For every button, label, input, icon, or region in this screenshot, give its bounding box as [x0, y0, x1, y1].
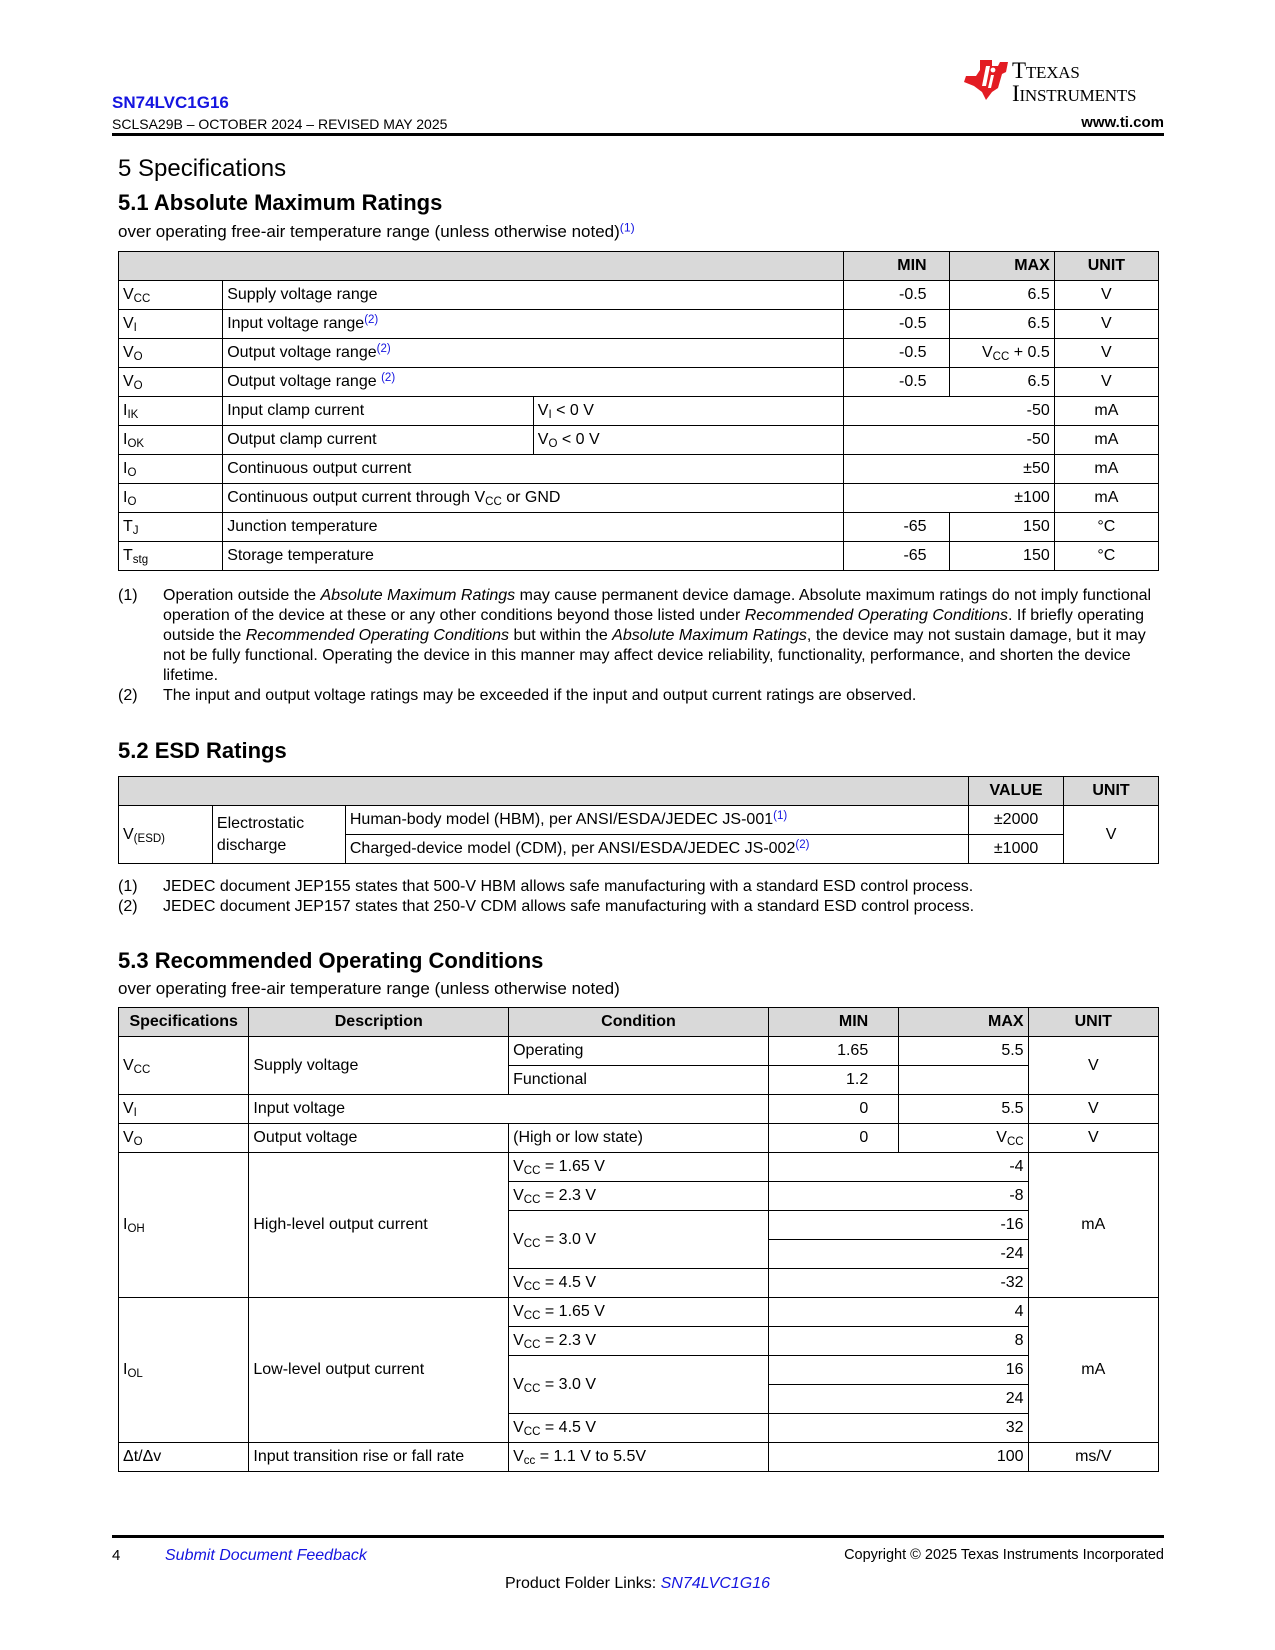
footnote-ref-link[interactable]: (2)	[364, 313, 379, 326]
col-min: MIN	[768, 1008, 898, 1037]
table-row: $I_O$ Continuous output current ±50 mA	[119, 455, 1159, 484]
table-row: $V_{(ESD)}$ Electrostatic discharge Human-body model (HBM), per ANSI/ESDA/JEDEC JS-001$^{(1)}$ ±2000 V	[119, 806, 1159, 835]
table-row: $I_{IK}$ Input clamp current $V_I < 0$ V -50 mA	[119, 397, 1159, 426]
col-spec: Specifications	[119, 1008, 249, 1037]
table-row: $V_{CC} = 3.0$ V 16	[119, 1356, 1159, 1385]
table-row: -24	[119, 1240, 1159, 1269]
table-row: $T_{stg}$ Storage temperature -65 150 °C	[119, 542, 1159, 571]
table-row: $V_O$ Output voltage (High or low state) 0 $V_{CC}$ V	[119, 1124, 1159, 1153]
table-row: $V_{CC} = 2.3$ V 8	[119, 1327, 1159, 1356]
table-row: $V_O$ Output voltage range $^{(2)}$ -0.5 6.5 V	[119, 368, 1159, 397]
table-row: $I_O$ Continuous output current through $V_{CC}$ or GND ±100 mA	[119, 484, 1159, 513]
esd-table	[118, 776, 1159, 864]
header-divider	[112, 133, 1164, 136]
abs-max-footnote-2: (2) The input and output voltage ratings may be exceeded if the input and output current ratings are observed.	[118, 687, 917, 704]
col-desc: Description	[249, 1008, 509, 1037]
table-row: Functional 1.2	[119, 1066, 1159, 1095]
footnote-ref-link[interactable]: (1)	[619, 220, 635, 235]
abs-max-table	[118, 251, 1159, 571]
footnote-ref-link[interactable]: (2)	[795, 838, 810, 851]
roc-subtitle: over operating free-air temperature range (unless otherwise noted)	[118, 979, 620, 998]
col-cond: Condition	[509, 1008, 769, 1037]
submit-feedback-link[interactable]: Submit Document Feedback	[165, 1547, 367, 1564]
table-row: $V_I$ Input voltage 0 5.5 V	[119, 1095, 1159, 1124]
table-row: $V_{CC} = 4.5$ V -32	[119, 1269, 1159, 1298]
footnote-ref-link[interactable]: (2)	[376, 342, 391, 355]
footnote-ref-link[interactable]: (2)	[381, 371, 396, 384]
table-row: 24	[119, 1385, 1159, 1414]
website-link[interactable]: www.ti.com	[1081, 114, 1164, 131]
col-unit: UNIT	[1054, 252, 1158, 281]
footnote-ref-link[interactable]: (1)	[773, 809, 788, 822]
table-header-row	[119, 252, 1159, 281]
ti-logo[interactable]	[962, 58, 1164, 108]
page-number: 4	[112, 1547, 121, 1564]
document-revision: SCLSA29B – OCTOBER 2024 – REVISED MAY 2025	[112, 116, 448, 132]
abs-max-subtitle: over operating free-air temperature range (unless otherwise noted)$^{(1)}$	[118, 220, 635, 241]
ti-logo-icon	[962, 58, 1010, 102]
abs-max-title: 5.1 Absolute Maximum Ratings	[118, 190, 443, 215]
part-number-link[interactable]: SN74LVC1G16	[112, 93, 229, 112]
table-row: Δt/Δv Input transition rise or fall rate $V_{cc} = 1.1$ V to 5.5V 100 ms/V	[119, 1443, 1159, 1472]
table-header-row	[119, 777, 1159, 806]
table-row: $V_{CC}$ Supply voltage Operating 1.65 5.5 V	[119, 1037, 1159, 1066]
col-max: MAX	[899, 1008, 1028, 1037]
table-row: $V_O$ Output voltage range$^{(2)}$ -0.5 $V_{CC} + 0.5$ V	[119, 339, 1159, 368]
product-folder-links: Product Folder Links: SN74LVC1G16	[504, 1575, 771, 1592]
esd-footnote-1: (1) JEDEC document JEP155 states that 500-V HBM allows safe manufacturing with a standard ESD control process.	[118, 878, 974, 895]
table-row: $V_I$ Input voltage range$^{(2)}$ -0.5 6.5 V	[119, 310, 1159, 339]
footer-divider	[112, 1535, 1164, 1538]
table-row: $V_{CC} = 2.3$ V -8	[119, 1182, 1159, 1211]
col-min: MIN	[844, 252, 949, 281]
table-row: $I_{OK}$ Output clamp current $V_O < 0$ V -50 mA	[119, 426, 1159, 455]
esd-footnote-2: (2) JEDEC document JEP157 states that 250-V CDM allows safe manufacturing with a standard ESD control process.	[118, 898, 975, 915]
table-row: $V_{CC} = 3.0$ V -16	[119, 1211, 1159, 1240]
table-row: $V_{CC}$ Supply voltage range -0.5 6.5 V	[119, 281, 1159, 310]
abs-max-footnote-1: (1) Operation outside the Absolute Maximum Ratings may cause permanent device damage. Absolute maximum ratings do not imply functional operation of the device at these or any other conditions beyond those listed under Recommended Operating Conditions. If briefly operating outside the Recommended Operating Conditions but within the Absolute Maximum Ratings, the device may not sustain damage, but it may not be fully functional. Operating the device in this manner may affect device reliability, functionality, performance, and shorten the device lifetime.	[118, 587, 1152, 684]
col-value: VALUE	[969, 777, 1064, 806]
esd-title: 5.2 ESD Ratings	[118, 738, 287, 763]
ti-wordmark: TTEXAS IINSTRUMENTS	[1012, 58, 1137, 106]
table-row: $V_{CC} = 4.5$ V 32	[119, 1414, 1159, 1443]
table-row: $I_{OL}$ Low-level output current $V_{CC} = 1.65$ V 4 mA	[119, 1298, 1159, 1327]
copyright: Copyright © 2025 Texas Instruments Incorporated	[844, 1547, 1164, 1563]
table-row: Charged-device model (CDM), per ANSI/ESDA/JEDEC JS-002$^{(2)}$ ±1000	[119, 835, 1159, 864]
table-row: $I_{OH}$ High-level output current $V_{CC} = 1.65$ V -4 mA	[119, 1153, 1159, 1182]
section-title: 5 Specifications	[118, 155, 287, 182]
roc-title: 5.3 Recommended Operating Conditions	[118, 948, 544, 973]
col-unit: UNIT	[1064, 777, 1159, 806]
col-unit: UNIT	[1028, 1008, 1158, 1037]
table-row: $T_J$ Junction temperature -65 150 °C	[119, 513, 1159, 542]
col-max: MAX	[949, 252, 1054, 281]
roc-table	[118, 1007, 1159, 1472]
product-folder-link[interactable]: SN74LVC1G16	[660, 1575, 771, 1592]
table-header-row	[119, 1008, 1159, 1037]
